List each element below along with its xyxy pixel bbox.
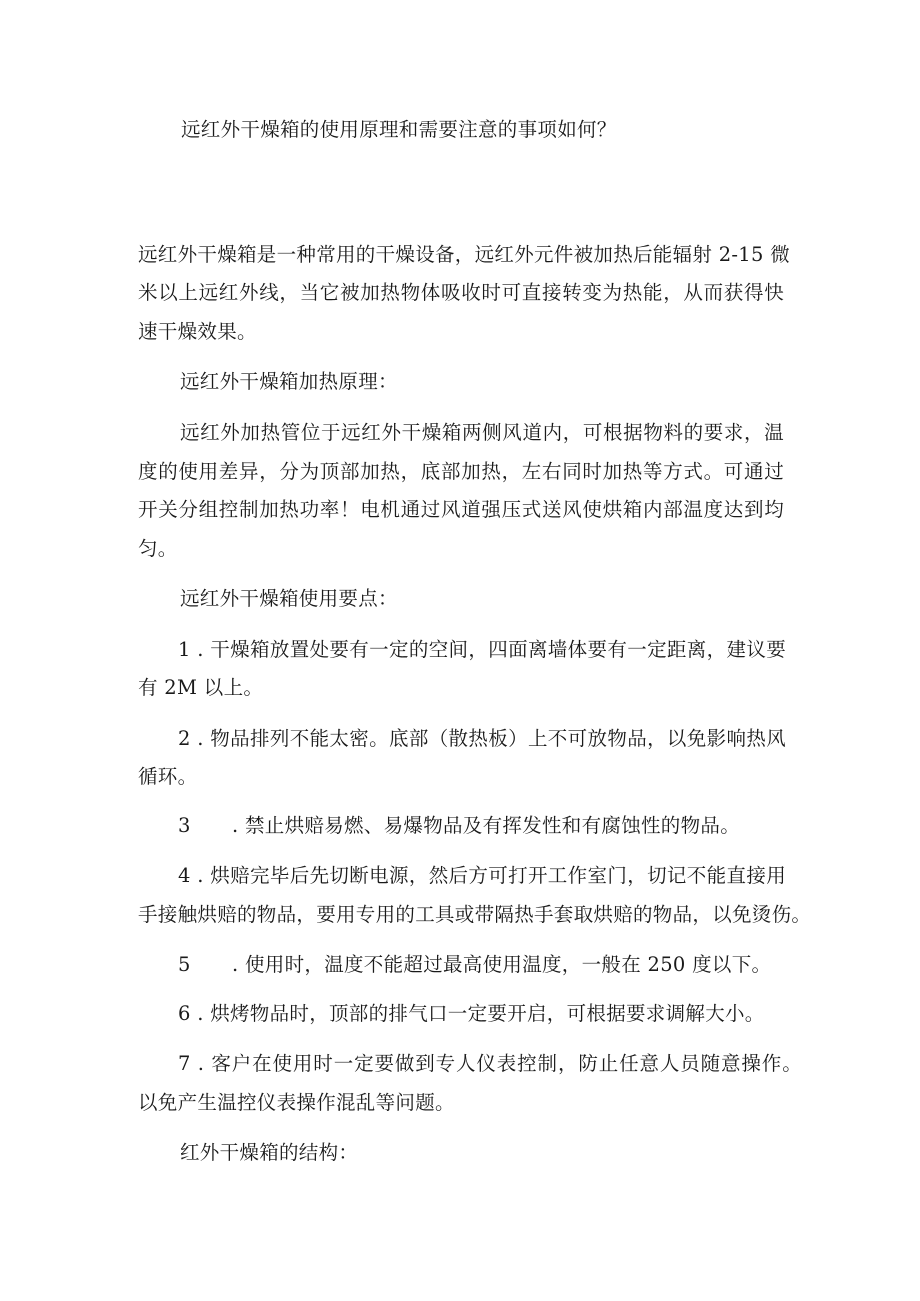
principle-line-1: 远红外加热管位于远红外干燥箱两侧风道内，可根据物料的要求，温: [180, 421, 784, 444]
structure-heading: 红外干燥箱的结构：: [180, 1141, 359, 1164]
principle-line-3: 开关分组控制加热功率！电机通过风道强压式送风使烘箱内部温度达到均: [138, 498, 784, 521]
point-2-line-2: 循环。: [138, 765, 198, 788]
point-7-line-1: 7 . 客户在使用时一定要做到专人仪表控制，防止任意人员随意操作。: [178, 1052, 802, 1075]
point-2-line-1: 2 . 物品排列不能太密。底部（散热板）上不可放物品，以免影响热风: [178, 727, 786, 750]
point-6-line-1: 6 . 烘烤物品时，顶部的排气口一定要开启，可根据要求调解大小。: [178, 1002, 765, 1025]
point-5-text: . 使用时，温度不能超过最高使用温度，一般在 250 度以下。: [232, 953, 772, 976]
point-4-line-1: 4 . 烘赔完毕后先切断电源，然后方可打开工作室门，切记不能直接用: [178, 864, 786, 887]
principle-line-2: 度的使用差异，分为顶部加热，底部加热，左右同时加热等方式。可通过: [138, 460, 784, 483]
point-1-line-2: 有 2M 以上。: [138, 676, 264, 699]
usage-heading: 远红外干燥箱使用要点：: [180, 587, 398, 610]
principle-heading: 远红外干燥箱加热原理：: [180, 370, 398, 393]
intro-line-1: 远红外干燥箱是一种常用的干燥设备，远红外元件被加热后能辐射 2-15 微: [138, 243, 791, 266]
point-3-number: 3: [178, 814, 191, 837]
document-title: 远红外干燥箱的使用原理和需要注意的事项如何？: [181, 118, 617, 141]
point-1-line-1: 1 . 干燥箱放置处要有一定的空间，四面离墙体要有一定距离，建议要: [178, 638, 786, 661]
point-3-text: . 禁止烘赔易燃、易爆物品及有挥发性和有腐蚀性的物品。: [232, 814, 740, 837]
point-5-number: 5: [178, 953, 191, 976]
intro-line-2: 米以上远红外线，当它被加热物体吸收时可直接转变为热能，从而获得快: [138, 281, 784, 304]
principle-line-4: 匀。: [138, 537, 178, 560]
point-7-line-2: 以免产生温控仪表操作混乱等问题。: [138, 1091, 455, 1114]
intro-line-3: 速干燥效果。: [138, 320, 257, 343]
point-4-line-2: 手接触烘赔的物品，要用专用的工具或带隔热手套取烘赔的物品，以免烫伤。: [138, 903, 812, 926]
